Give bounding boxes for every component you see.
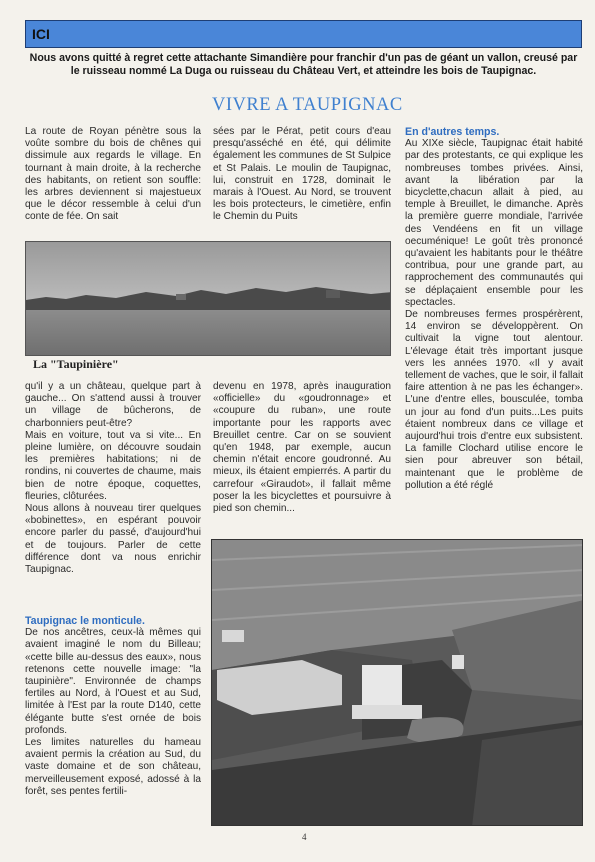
column-2-top bbox=[213, 126, 391, 224]
section-heading: Taupignac le monticule. bbox=[25, 615, 145, 627]
column-1-middle bbox=[25, 381, 201, 576]
column-1-section bbox=[25, 615, 201, 798]
column-3 bbox=[405, 126, 583, 492]
column-1-top bbox=[25, 126, 201, 224]
paragraph: Au XIXe siècle, Taupignac était habité par des protestants, ce qui explique les nombreuses tombes privées. Ainsi, avant la libération par la bicyclette,chacun allait à pied, au temple à Breuillet, le dimanche. Après la première guerre mondiale, l'arrivée des Vendéens en fit un village oecuménique! Le goût très prononcé qu'avaient les habitants pour le théâtre contribua, pour une grande part, au rapprochement des communautés qui se déplaçaient ensemble pour les spectacles. bbox=[405, 138, 583, 308]
aerial-image bbox=[212, 540, 583, 826]
paragraph: De nos ancêtres, ceux-là mêmes qui avaient imaginé le nom du Billeau; «cette bille au-dessus des eaux», nous retenons cette nouvelle image: "la taupinière". Environnée de champs fertiles au Nord, à l'Ouest et au Sud, limitée à l'Est par la route D140, cette élégante butte s'est ornée de bois profonds. bbox=[25, 627, 201, 736]
paragraph: Les limites naturelles du hameau avaient permis la création au Sud, du vaste domaine et de son château, merveilleusement exposé, adossé à la forêt, ses pentes fertili- bbox=[25, 737, 201, 797]
photo-caption: La "Taupinière" bbox=[29, 357, 123, 372]
photo-village-landscape bbox=[25, 241, 391, 356]
paragraph: Nous allons à nouveau tirer quelques «bobinettes», en espérant pouvoir encore parler du passé, d'aujourd'hui et de toujours. Parler de cette différence dont va nous enrichir Taupignac. bbox=[25, 503, 201, 576]
paragraph: sées par le Pérat, petit cours d'eau presqu'asséché en été, qui délimite également les communes de St Sulpice et St Palais. Le moulin de Taupignac, lui, construit en 1728, dominait le marais à l'Ouest. Au Nord, se trouvent les bois protecteurs, le cimetière, enfin le Chemin du Puits bbox=[213, 126, 391, 223]
column-2-bottom bbox=[213, 381, 391, 515]
paragraph: La route de Royan pénètre sous la voûte sombre du bois de chênes qui dissimule aux regards le village. En tournant à main droite, à la recherche des habitants, on retient son souffle: les arbres deviennent si majestueux que le décor ressemble à celui d'un conte de fée. On sait bbox=[25, 126, 201, 223]
page-number: 4 bbox=[302, 832, 307, 842]
landscape-image bbox=[26, 242, 391, 356]
article-title: VIVRE A TAUPIGNAC bbox=[212, 95, 403, 115]
section-label: ICI bbox=[32, 26, 50, 42]
photo-aerial-chateau bbox=[211, 539, 583, 826]
paragraph: devenu en 1978, après inauguration «officielle» du «goudronnage» et «coupure du ruban», une route importante pour les rapports avec Breuillet centre. Car on se souvient qu'en 1948, par exemple, aucun chemin n'était encore goudronné. Au mieux, ils étaient empierrés. A partir du carrefour «Giraudot», il fallait même poser la les bicyclettes et poursuivre à pied son chemin... bbox=[213, 381, 391, 515]
paragraph: qu'il y a un château, quelque part à gauche... On s'attend aussi à trouver un village de bûcherons, de charbonniers peut-être? bbox=[25, 381, 201, 429]
intro-paragraph: Nous avons quitté à regret cette attachante Simandière pour franchir d'un pas de géant un vallon, creusé par le ruisseau nommé La Duga ou ruisseau du Château Vert, et atteindre les bois de Taupignac. bbox=[29, 52, 578, 77]
paragraph: De nombreuses fermes prospérèrent, 14 environ se développèrent. On cultivait la vigne tout alentour. L'élevage était très important jusque vers les années 1970. «Il y avait tellement de vaches, que le soir, il fallait faire attention à ne pas les échanger». L'une d'entre elles, bousculée, tomba un jour au fond d'un puits...Les puits étaient nombreux dans ce village et aujourd'hui trois d'entre eux subsistent. La famille Clochard utilise encore le sien pour abreuver son bétail, maintenant que le problème de pollution a été réglé bbox=[405, 309, 583, 491]
paragraph: Mais en voiture, tout va si vite... En pleine lumière, on découvre soudain les premières habitations; ni de rondins, ni couvertes de chaume, mais bien de notre époque, coquettes, fleuries, clôturées. bbox=[25, 429, 201, 502]
section-banner bbox=[25, 20, 582, 48]
section-heading: En d'autres temps. bbox=[405, 126, 500, 138]
